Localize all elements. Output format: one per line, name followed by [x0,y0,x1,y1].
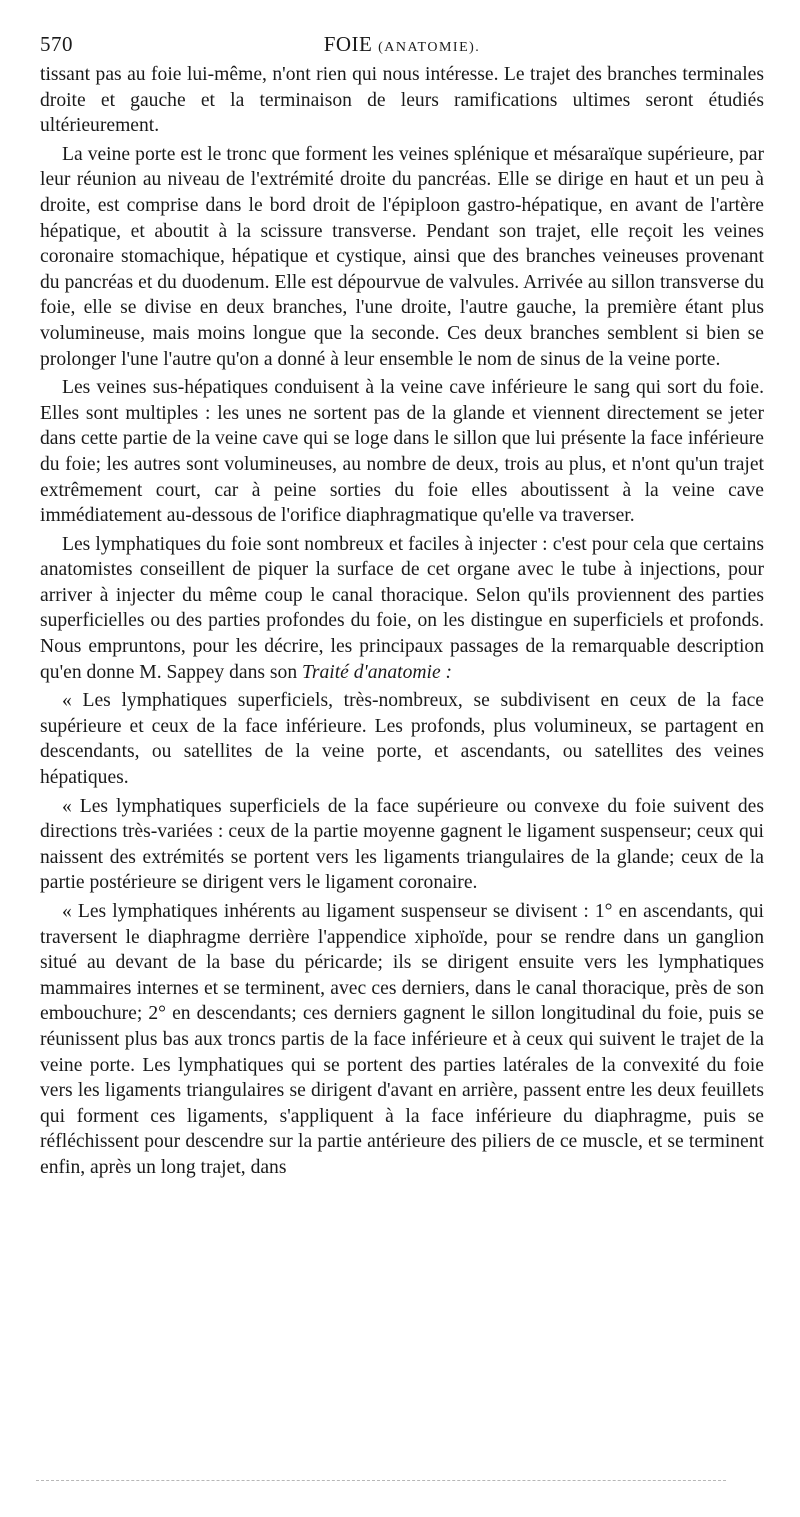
book-title-italic: Traité d'anatomie : [302,661,453,683]
lymphatiques-text: Les lymphatiques du foie sont nombreux et faciles à injecter : c'est pour cela que certains anatomistes conseillent de piquer la surface de cet organe avec le tube à injections, pour arriver à injecter du même coup le canal thoracique. Selon qu'ils proviennent des parties superficielles ou des parties profondes du foie, on les distingue en superficiels et profonds. Nous empruntons, pour les décrire, les principaux passages de la remarquable description qu'en donne M. Sappey dans son [40,533,764,683]
quote-paragraph-superficiels: « Les lymphatiques superficiels, très-nombreux, se subdivisent en ceux de la face supérieure et ceux de la face inférieure. Les profonds, plus volumineux, se partagent en descendants, ou satellites de la veine porte, et ascendants, ou satellites des veines hépatiques. [40,690,764,789]
page-number: 570 [40,32,73,56]
running-title-main: FOIE [323,32,373,56]
body-text [40,62,764,1181]
quote-paragraph-face-superieure: « Les lymphatiques superficiels de la face supérieure ou convexe du foie suivent des directions très-variées : ceux de la partie moyenne gagnent le ligament suspenseur; ceux qui naissent des extrémités se portent vers les ligaments triangulaires de la glande; ceux de la partie postérieure se dirigent vers le ligament coronaire. [40,795,764,894]
paragraph-continued: tissant pas au foie lui-même, n'ont rien qui nous intéresse. Le trajet des branches terminales droite et gauche et la terminaison de leurs ramifications ultimes seront étudiés ultérieurement. [40,64,764,137]
running-head [40,28,764,62]
running-title-sub: (ANATOMIE). [378,40,481,55]
running-title [40,32,764,57]
document-page [40,28,764,1181]
paragraph-lymphatiques [40,532,764,686]
paragraph-veine-porte: La veine porte est le tronc que forment les veines splénique et mésaraïque supérieure, par leur réunion au niveau de l'extrémité droite du pancréas. Elle se dirige en haut et un peu à droite, est comprise dans le bord droit de l'épiploon gastro-hépatique, en avant de l'artère hépatique, et aboutit à la scissure transverse. Pendant son trajet, elle reçoit les veines coronaire stomachique, hépatique et cystique, ainsi que des branches veineuses provenant du pancréas et du duodenum. Elle est dépourvue de valvules. Arrivée au sillon transverse du foie, elle se divise en deux branches, l'une droite, l'autre gauche, la première étant plus volumineuse, mais moins longue que la seconde. Ces deux branches semblent si bien se prolonger l'une l'autre qu'on a donné à leur ensemble le nom de sinus de la veine porte. [40,143,764,370]
quote-paragraph-ligament-suspenseur: « Les lymphatiques inhérents au ligament suspenseur se divisent : 1° en ascendants, qui traversent le diaphragme derrière l'appendice xiphoïde, pour se rendre dans un ganglion situé au devant de la base du péricarde; ils se dirigent ensuite vers les lymphatiques mammaires internes et se terminent, avec ces derniers, dans le canal thoracique, près de son embouchure; 2° en descendants; ces derniers gagnent le sillon longitudinal du foie, puis se réunissent plus bas aux troncs partis de la face inférieure et à ceux qui suivent le trajet de la veine porte. Les lymphatiques qui se portent des parties latérales de la convexité du foie vers les ligaments triangulaires se dirigent d'avant en arrière, passent entre les deux feuillets qui forment ces ligaments, s'appliquent à la face inférieure du diaphragme, puis se réfléchissent pour descendre sur la partie antérieure des piliers de ce muscle, et se terminent enfin, après un long trajet, dans [40,901,764,1178]
paragraph-veines-sus-hepatiques: Les veines sus-hépatiques conduisent à la veine cave inférieure le sang qui sort du foie. Elles sont multiples : les unes ne sortent pas de la glande et viennent directement se jeter dans cette partie de la veine cave qui se loge dans le sillon que lui présente la face inférieure du foie; les autres sont volumineuses, au nombre de deux, trois au plus, et n'ont qu'un trajet extrêmement court, car à peine sorties du foie elles aboutissent à la veine cave immédiatement au-dessous de l'orifice diaphragmatique qu'elle va traverser. [40,377,764,527]
bottom-dotted-rule [36,1480,726,1481]
